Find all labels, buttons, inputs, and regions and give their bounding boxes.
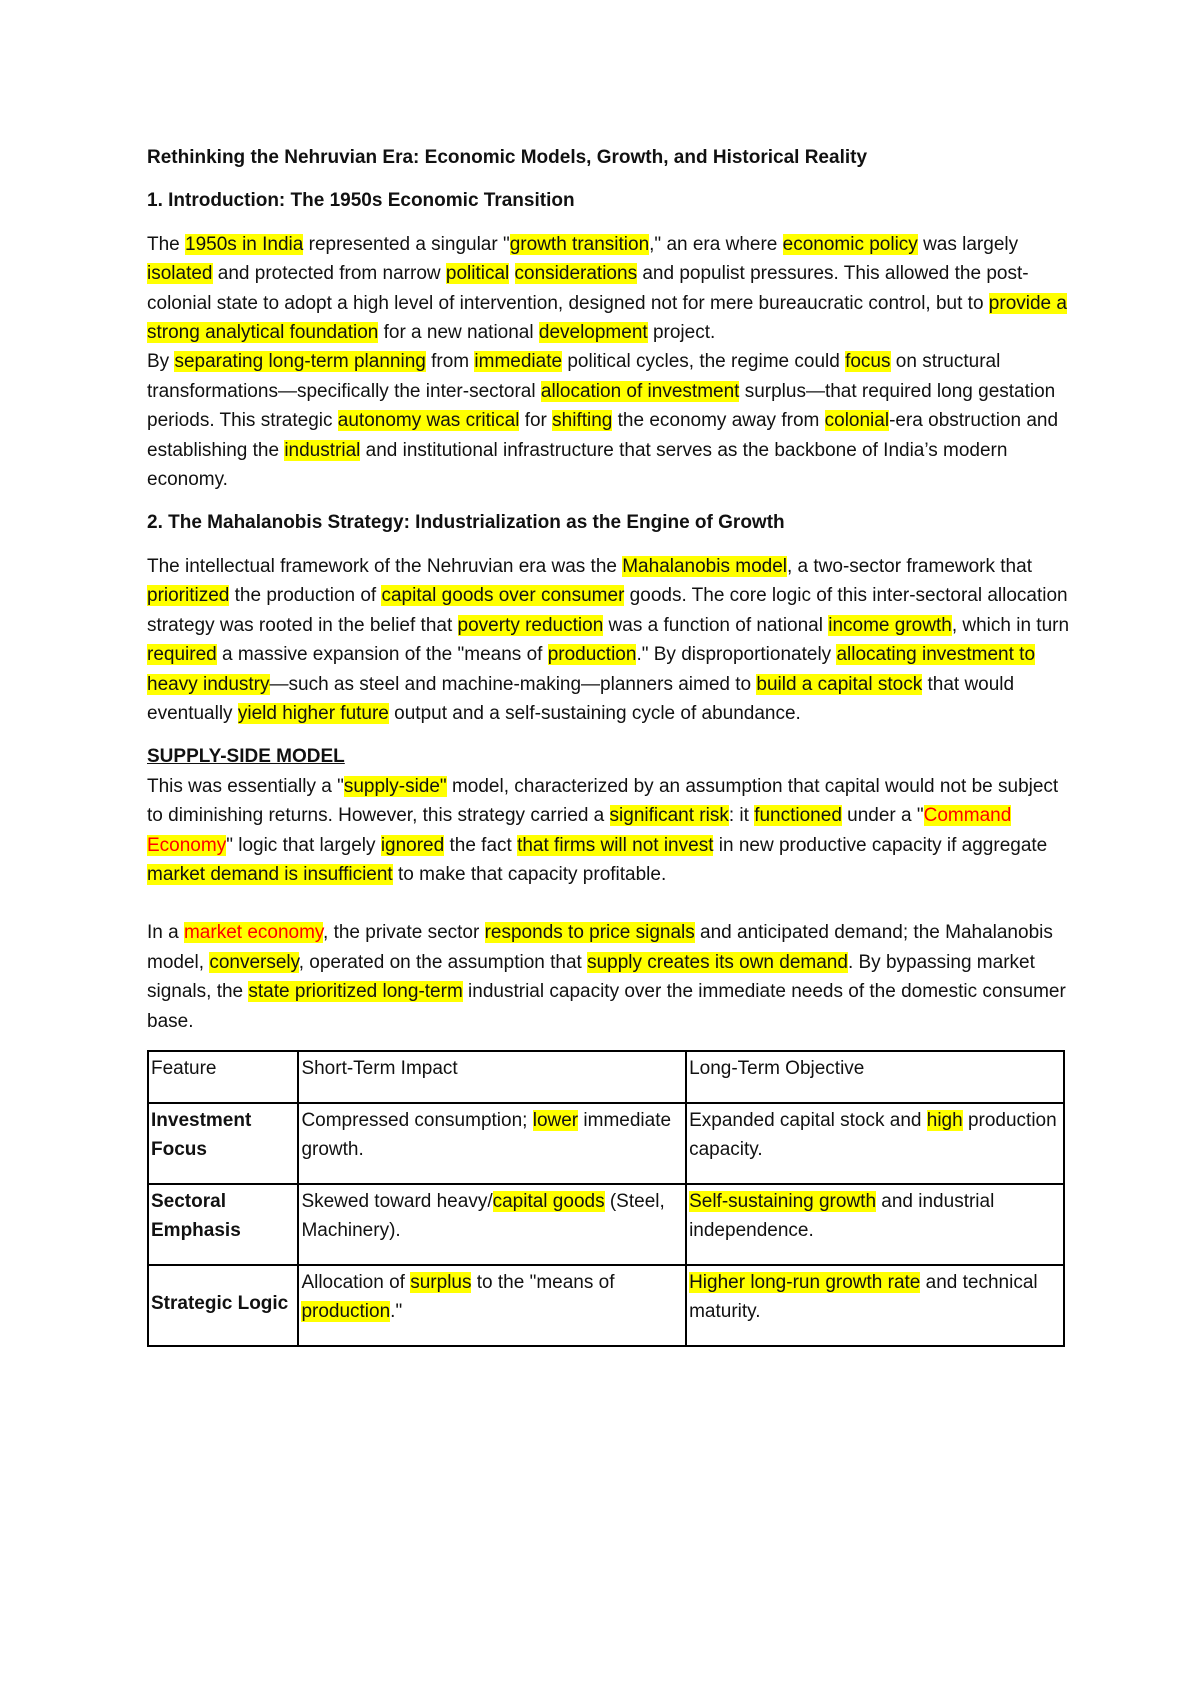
text-run: surplus—that required long gestation periods. This strategic	[147, 380, 1056, 432]
text-run: and industrial independence.	[689, 1190, 995, 1241]
text-run: represented a singular "	[303, 233, 510, 255]
text-run: the fact	[444, 834, 518, 856]
highlighted-text: production	[301, 1300, 391, 1322]
text-run: ."	[390, 1300, 403, 1322]
highlighted-text: lower	[532, 1109, 579, 1131]
text-run: : it	[728, 805, 755, 827]
table-header-cell: Short-Term Impact	[298, 1051, 686, 1103]
text-run: Expanded capital stock and	[689, 1109, 927, 1131]
text-run: Skewed toward heavy/	[301, 1190, 493, 1212]
document-title: Rethinking the Nehruvian Era: Economic Models, Growth, and Historical Reality	[147, 147, 868, 168]
supply-side-paragraph-2	[147, 918, 1072, 1036]
table-cell-long-term	[686, 1184, 1064, 1265]
text-run: —such as steel and machine-making—planners aimed to	[269, 673, 757, 695]
section-2-heading: 2. The Mahalanobis Strategy: Industrialization as the Engine of Growth	[147, 512, 785, 534]
text-run: ." By disproportionately	[636, 644, 837, 666]
highlighted-text: focus	[845, 351, 891, 373]
text-run: production capacity.	[689, 1109, 1057, 1160]
highlighted-text: yield higher future	[237, 702, 389, 724]
table-cell-long-term	[686, 1103, 1064, 1184]
highlighted-text: poverty reduction	[457, 614, 604, 636]
highlighted-text: economic policy	[782, 233, 918, 255]
text-run: a massive expansion of the "means of	[216, 644, 548, 666]
table-cell-short-term	[298, 1265, 686, 1346]
table-cell-long-term	[686, 1265, 1064, 1346]
highlighted-text: that firms will not invest	[517, 834, 714, 856]
highlighted-text: build a capital stock	[756, 673, 923, 695]
highlighted-text: ignored	[380, 834, 445, 856]
highlighted-text: Higher long-run growth rate	[689, 1271, 921, 1293]
supply-side-heading: SUPPLY-SIDE MODEL	[147, 746, 345, 768]
highlighted-text: shifting	[552, 410, 613, 432]
highlighted-text: isolated	[147, 263, 213, 285]
text-run: This was essentially a "	[147, 775, 344, 797]
text-run: and anticipated demand; the Mahalanobis model,	[147, 922, 1053, 973]
highlighted-text: autonomy was critical	[337, 410, 520, 432]
text-run: under a "	[841, 805, 924, 827]
comparison-table	[147, 1050, 1065, 1347]
text-run: for a new national	[378, 322, 539, 344]
table-row	[148, 1184, 1064, 1265]
text-run: political cycles, the regime could	[562, 351, 846, 373]
highlighted-text: conversely	[209, 951, 299, 973]
highlighted-text: high	[926, 1109, 963, 1131]
highlighted-text: Self-sustaining growth	[689, 1190, 877, 1212]
text-run: to the "means of	[471, 1271, 615, 1293]
highlighted-text: considerations	[514, 263, 638, 285]
table-row	[148, 1265, 1064, 1346]
text-run: to make that capacity profitable.	[392, 863, 667, 885]
highlighted-text: colonial	[824, 410, 890, 432]
highlighted-text: supply-side"	[343, 775, 447, 797]
text-run: the production of	[229, 585, 382, 607]
section-1-heading: 1. Introduction: The 1950s Economic Transition	[147, 190, 575, 212]
highlighted-text: provide a strong analytical foundation	[147, 292, 1067, 344]
highlighted-text: development	[538, 322, 648, 344]
text-run: output and a self-sustaining cycle of abundance.	[388, 702, 801, 724]
highlighted-text: state prioritized long-term	[248, 981, 463, 1003]
text-run: The	[147, 233, 186, 255]
table-header-cell: Feature	[148, 1051, 298, 1103]
text-run: , which in turn	[951, 614, 1070, 636]
highlighted-text: allocating investment to heavy industry	[147, 644, 1036, 695]
paragraph-gap	[147, 889, 1072, 918]
table-row-feature: Sectoral Emphasis	[148, 1184, 298, 1265]
highlighted-text: prioritized	[147, 585, 230, 607]
text-run: and protected from narrow	[212, 263, 446, 285]
highlighted-text: political	[445, 263, 510, 285]
text-run: immediate growth.	[301, 1109, 672, 1160]
text-run: project.	[647, 322, 716, 344]
highlighted-text: industrial	[284, 439, 361, 461]
highlighted-text: significant risk	[609, 805, 729, 827]
text-run: that would eventually	[147, 673, 1015, 724]
text-run: on structural transformations—specifically the inter-sectoral	[147, 351, 1001, 402]
highlighted-text: functioned	[754, 805, 842, 827]
section-1-paragraph-1	[147, 230, 1072, 348]
supply-side-paragraph-1	[147, 772, 1072, 890]
text-run: the economy away from	[612, 410, 825, 432]
highlighted-red-text: Command Economy	[147, 805, 1012, 856]
highlighted-red-text: market economy	[183, 922, 324, 944]
highlighted-text: separating long-term planning	[174, 351, 426, 373]
highlighted-text: allocation of investment	[540, 380, 740, 402]
table-header-row	[148, 1051, 1064, 1103]
table-row-feature: Strategic Logic	[148, 1265, 298, 1346]
text-run: was a function of national	[603, 614, 829, 636]
text-run: In a	[147, 922, 184, 944]
highlighted-text: 1950s in India	[185, 233, 304, 255]
highlighted-text: required	[147, 644, 217, 666]
text-run: and populist pressures. This allowed the post-colonial state to adopt a high level of intervention, designed not for mere bureaucratic control, but to	[147, 263, 1029, 314]
highlighted-text: market demand is insufficient	[147, 863, 393, 885]
text-run: ," an era where	[649, 233, 783, 255]
table-cell-short-term	[298, 1103, 686, 1184]
text-run: , a two-sector framework that	[787, 555, 1032, 577]
text-run: Allocation of	[301, 1271, 411, 1293]
highlighted-text: production	[547, 644, 637, 666]
text-run: The intellectual framework of the Nehruvian era was the	[147, 555, 623, 577]
highlighted-text: capital goods	[492, 1190, 605, 1212]
text-run: for	[519, 410, 553, 432]
highlighted-text: immediate	[474, 351, 563, 373]
text-run: was largely	[917, 233, 1019, 255]
text-run: model, characterized by an assumption that capital would not be subject to diminishing returns. However, this strategy carried a	[147, 775, 1059, 827]
text-run: and technical maturity.	[689, 1271, 1038, 1322]
table-cell-short-term	[298, 1184, 686, 1265]
highlighted-text: supply creates its own demand	[587, 951, 848, 973]
text-run: " logic that largely	[226, 834, 381, 856]
text-run: By	[147, 351, 175, 373]
text-run: . By bypassing market signals, the	[147, 951, 1035, 1003]
highlighted-text: responds to price signals	[484, 922, 695, 944]
text-run: industrial capacity over the immediate needs of the domestic consumer base.	[147, 981, 1066, 1032]
section-2-paragraph-1	[147, 552, 1072, 728]
text-run: in new productive capacity if aggregate	[713, 834, 1048, 856]
table-row-feature: Investment Focus	[148, 1103, 298, 1184]
text-run: Compressed consumption;	[301, 1109, 533, 1131]
text-run: from	[425, 351, 475, 373]
text-run: and institutional infrastructure that serves as the backbone of India’s modern economy.	[147, 439, 1008, 491]
document-page	[147, 143, 1072, 1347]
highlighted-text: income growth	[828, 614, 952, 636]
text-run: , operated on the assumption that	[298, 951, 588, 973]
highlighted-text: capital goods over consumer	[381, 585, 625, 607]
section-1-paragraph-2	[147, 347, 1072, 494]
text-run: -era obstruction and establishing the	[147, 410, 1059, 461]
text-run: goods. The core logic of this inter-sectoral allocation strategy was rooted in the belief that	[147, 585, 1068, 636]
highlighted-text: growth transition	[509, 233, 650, 255]
text-run: (Steel, Machinery).	[301, 1190, 665, 1241]
highlighted-text: surplus	[410, 1271, 472, 1293]
text-run	[509, 263, 514, 284]
highlighted-text: Mahalanobis model	[622, 555, 787, 577]
table-row	[148, 1103, 1064, 1184]
text-run: , the private sector	[323, 922, 485, 944]
table-header-cell: Long-Term Objective	[686, 1051, 1064, 1103]
